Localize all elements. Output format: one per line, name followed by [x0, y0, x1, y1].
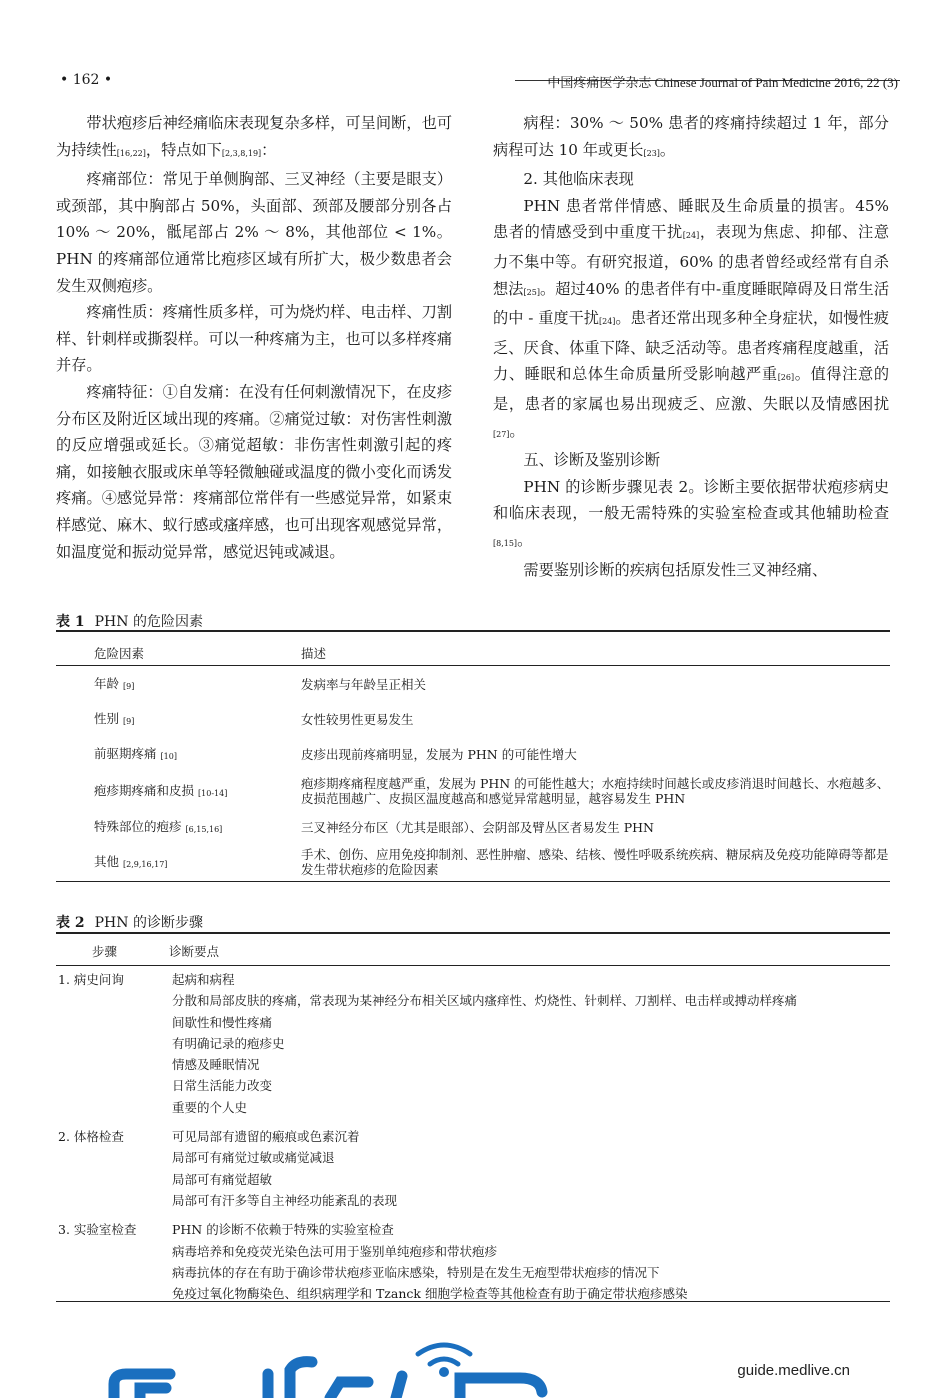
paragraph: 疼痛部位：常见于单侧胸部、三叉神经（主要是眼支）或颈部，其中胸部占 50%，头面部、颈部及腰部分别各占 10% ～ 20%，骶尾部占 2% ～ 8%，其他部位 < 1%。PHN 的疼痛部位通常比疱疹区域有所扩大，极少数患者会发生双侧疱疹。 — [56, 170, 452, 295]
paragraph: 需要鉴别诊断的疾病包括原发性三叉神经痛、 — [523, 560, 828, 579]
list-item: 免疫过氧化物酶染色、组织病理学和 Tzanck 细胞学检查等其他检查有助于确定带状疱疹感染 — [172, 1286, 688, 1302]
diagnosis-points — [172, 969, 797, 1118]
list-item: 局部可有痛觉超敏 — [172, 1171, 273, 1187]
risk-factor-cell: 前驱期疼痛 [10] — [94, 745, 177, 761]
footer-url: guide.medlive.cn — [737, 1362, 850, 1379]
table1-header-factor: 危险因素 — [94, 645, 145, 661]
list-item: 病毒抗体的存在有助于确诊带状疱疹亚临床感染，特别是在发生无疱型带状疱疹的情况下 — [172, 1264, 660, 1280]
table1-bottom-rule — [56, 881, 890, 882]
risk-desc-cell: 三叉神经分布区（尤其是眼部）、会阴部及臂丛区者易发生 PHN — [301, 819, 654, 835]
step-cell: 2. 体格检查 — [58, 1129, 124, 1145]
list-item: 起病和病程 — [172, 972, 235, 987]
list-item: 分散和局部皮肤的疼痛，常表现为某神经分布相关区域内瘙痒性、灼烧性、针刺样、刀割样、电击样或搏动样疼痛 — [172, 993, 798, 1009]
risk-desc-cell: 疱疹期疼痛程度越严重，发展为 PHN 的可能性越大；水疱持续时间越长或皮疹消退时间越长、水疱越多、皮损范围越广、皮损区温度越高和感觉异常越明显，越容易发生 PHN — [301, 776, 890, 806]
diagnosis-points — [172, 1219, 687, 1304]
list-item: 可见局部有遗留的瘢痕或色素沉着 — [172, 1129, 360, 1145]
section-heading: 2. 其他临床表现 — [523, 170, 634, 189]
table1-caption: 表 1 PHN 的危险因素 — [56, 614, 203, 630]
right-column — [493, 110, 889, 583]
risk-desc-cell: 女性较男性更易发生 — [301, 711, 414, 727]
table-row — [56, 772, 890, 810]
paragraph: PHN 的诊断步骤见表 2。诊断主要依据带状疱疹病史和临床表现，一般无需特殊的实验室检查或其他辅助检查[8,15]。 — [493, 477, 889, 549]
table-row — [56, 844, 890, 880]
table-row — [56, 702, 890, 736]
step-cell: 1. 病史问询 — [58, 972, 124, 987]
table1-header-desc: 描述 — [301, 645, 327, 661]
diagnosis-points — [172, 1126, 397, 1211]
list-item: PHN 的诊断不依赖于特殊的实验室检查 — [172, 1222, 394, 1238]
risk-factor-cell: 其他 [2,9,16,17] — [94, 853, 168, 869]
paragraph: 疼痛特征：①自发痛：在没有任何刺激情况下，在皮疹分布区及附近区域出现的疼痛。②痛觉过敏：对伤害性刺激的反应增强或延长。③痛觉超敏：非伤害性刺激引起的疼痛，如接触衣服或床单等轻微触碰或温度的微小变化而诱发疼痛。④感觉异常：疼痛部位常伴有一些感觉异常，如紧束样感觉、麻木、蚁行感或瘙痒感，也可出现客观感觉异常，如温度觉和振动觉异常，感觉迟钝或减退。 — [56, 382, 452, 561]
table2-header-points: 诊断要点 — [169, 944, 220, 959]
table1-top-rule — [56, 630, 890, 632]
list-item: 有明确记录的疱疹史 — [172, 1035, 285, 1051]
left-column — [56, 110, 452, 565]
list-item: 日常生活能力改变 — [172, 1078, 273, 1094]
risk-factor-cell: 特殊部位的疱疹 [6,15,16] — [94, 818, 223, 834]
section-heading: 五、诊断及鉴别诊断 — [523, 451, 661, 470]
table-row — [56, 666, 890, 702]
table-row — [56, 1126, 890, 1211]
risk-factor-cell: 疱疹期疼痛和皮损 [10-14] — [94, 782, 228, 798]
list-item: 重要的个人史 — [172, 1099, 248, 1115]
list-item: 间歇性和慢性疼痛 — [172, 1014, 273, 1030]
risk-factor-cell: 年龄 [9] — [94, 675, 135, 691]
risk-factor-cell: 性别 [9] — [94, 710, 135, 726]
table2-header-rule — [56, 965, 890, 966]
step-cell: 3. 实验室检查 — [58, 1222, 137, 1238]
paragraph: 病程：30% ～ 50% 患者的疼痛持续超过 1 年，部分病程可达 10 年或更长[23]。 — [493, 114, 889, 159]
table-row — [56, 736, 890, 772]
table2 — [56, 969, 890, 1304]
list-item: 病毒培养和免疫荧光染色法可用于鉴别单纯疱疹和带状疱疹 — [172, 1243, 498, 1259]
paragraph: PHN 患者常伴情感、睡眠及生命质量的损害。45% 患者的情感受到中重度干扰[24]，表现为焦虑、抑郁、注意力不集中等。有研究报道，60% 的患者曾经或经常有自杀想法[25]。超过40% 的患者伴有中-重度睡眠障碍及日常生活的中 - 重度干扰[24]。患者还常出现多种全身症状，如慢性疲乏、厌食、体重下降、缺乏活动等。患者疼痛程度越重，活力、睡眠和总体生命质量所受影响越严重[26]。值得注意的是，患者的家属也易出现疲乏、应激、失眠以及情感困扰[27]。 — [493, 196, 890, 440]
paragraph: 带状疱疹后神经痛临床表现复杂多样，可呈间断，也可为持续性[16,22]，特点如下[2,3,8,19]： — [56, 114, 452, 159]
table1 — [56, 640, 890, 880]
list-item: 局部可有汗多等自主神经功能紊乱的表现 — [172, 1192, 398, 1208]
table2-caption: 表 2 PHN 的诊断步骤 — [56, 915, 203, 931]
table-row — [56, 969, 890, 1118]
table2-header-step: 步骤 — [92, 944, 118, 959]
list-item: 局部可有痛觉过敏或痛觉减退 — [172, 1150, 335, 1166]
page-number: • 162 • — [60, 72, 113, 88]
medlive-logo — [100, 1330, 560, 1398]
journal-header: 中国疼痛医学杂志 Chinese Journal of Pain Medicine 2016, 22 (3) — [547, 75, 898, 90]
table2-top-rule — [56, 932, 890, 934]
risk-desc-cell: 发病率与年龄呈正相关 — [301, 676, 427, 692]
table-row — [56, 810, 890, 844]
list-item: 情感及睡眠情况 — [172, 1057, 260, 1073]
risk-desc-cell: 皮疹出现前疼痛明显，发展为 PHN 的可能性增大 — [301, 746, 577, 762]
risk-desc-cell: 手术、创伤、应用免疫抑制剂、恶性肿瘤、感染、结核、慢性呼吸系统疾病、糖尿病及免疫功能障碍等都是发生带状疱疹的危险因素 — [301, 847, 889, 877]
paragraph: 疼痛性质：疼痛性质多样，可为烧灼样、电击样、刀割样、针刺样或撕裂样。可以一种疼痛为主，也可以多样疼痛并存。 — [56, 303, 452, 375]
table-row — [56, 1219, 890, 1304]
